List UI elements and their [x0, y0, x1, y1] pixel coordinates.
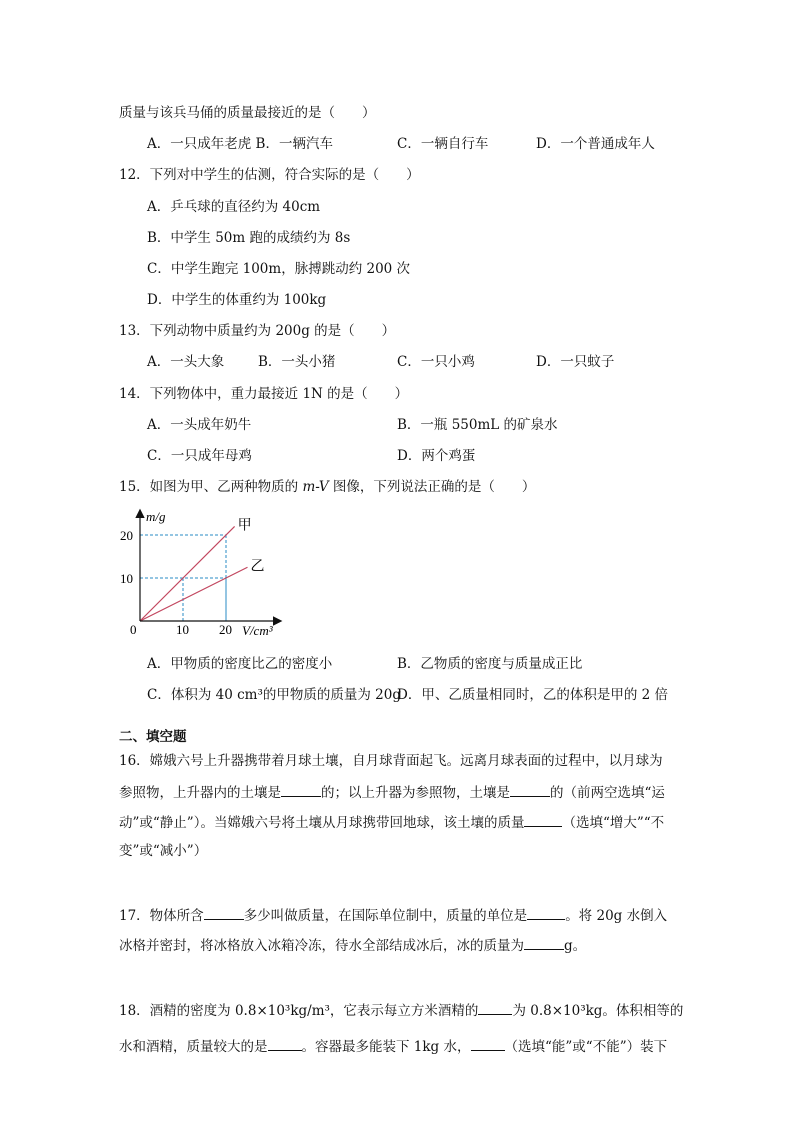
q17-line-2 — [119, 935, 586, 955]
y-tick-label: 20 — [120, 528, 133, 543]
q17-text: 冰格并密封，将冰格放入冰箱冷冻，待水全部结成冰后，冰的质量为 — [119, 938, 524, 954]
x-axis-label: V/cm³ — [242, 623, 273, 638]
q16-text: （选填“增大”“不 — [562, 815, 665, 831]
answer-blank[interactable] — [524, 935, 564, 950]
q11-stem: 质量与该兵马俑的质量最接近的是（ ） — [119, 105, 376, 121]
series-label-1: 甲 — [237, 518, 252, 534]
y-axis-label: m/g — [146, 509, 166, 524]
q12-stem: 12．下列对中学生的估测，符合实际的是（ ） — [119, 167, 420, 183]
q16-line-2 — [119, 782, 665, 802]
q14-option-c: C．一只成年母鸡 — [147, 448, 252, 464]
q17-text: 。将 20g 水倒入 — [565, 908, 668, 924]
q18-text: 为 0.8×10³kg。体积相等的 — [512, 1003, 684, 1019]
q12-option-d: D．中学生的体重约为 100kg — [147, 292, 327, 308]
origin-label: 0 — [130, 622, 137, 637]
q13-option-a: A．一头大象 — [147, 354, 225, 370]
q13-option-b: B．一头小猪 — [258, 354, 336, 370]
q18-text: 。容器最多能装下 1kg 水， — [301, 1039, 471, 1055]
q12-option-a: A．乒乓球的直径约为 40cm — [147, 199, 321, 215]
q16-line-4: 变”或“减小”） — [119, 843, 208, 859]
q15-stem-pre: 15．如图为甲、乙两种物质的 — [119, 479, 303, 495]
q18-text: 18．酒精的密度为 0.8×10³kg/m³，它表示每立方米酒精的 — [119, 1003, 479, 1019]
series-line-1 — [140, 526, 235, 621]
series-line-2 — [140, 567, 248, 621]
q14-option-d: D．两个鸡蛋 — [397, 448, 476, 464]
q14-stem: 14．下列物体中，重力最接近 1N 的是（ ） — [119, 386, 409, 402]
mv-chart — [118, 503, 298, 643]
q15-stem-post: 图像，下列说法正确的是（ ） — [328, 479, 536, 495]
q16-text: 的；以上升器为参照物，土壤是 — [321, 785, 510, 801]
q18-text: 水和酒精，质量较大的是 — [119, 1039, 268, 1055]
q18-text: （选填“能”或“不能”）装下 — [504, 1039, 668, 1055]
q13-stem: 13．下列动物中质量约为 200g 的是（ ） — [119, 323, 396, 339]
q17-text: 多少叫做质量，在国际单位制中，质量的单位是 — [243, 908, 528, 924]
chart-series — [140, 526, 248, 621]
answer-blank[interactable] — [268, 1036, 302, 1051]
q16-line-1: 16．嫦娥六号上升器携带着月球土壤，自月球背面起飞。远离月球表面的过程中，以月球为 — [119, 753, 663, 769]
series-label-2: 乙 — [250, 559, 265, 575]
answer-blank[interactable] — [478, 1000, 512, 1015]
q11-option-d: D．一个普通成年人 — [536, 136, 655, 152]
q15-option-b: B．乙物质的密度与质量成正比 — [397, 656, 583, 672]
q17-text: g。 — [564, 938, 587, 954]
q17-text: 17．物体所含 — [119, 908, 204, 924]
q15-option-c: C．体积为 40 cm³的甲物质的质量为 20g — [147, 687, 401, 703]
q11-option-ab: A．一只成年老虎 B．一辆汽车 — [147, 136, 333, 152]
answer-blank[interactable] — [204, 905, 244, 920]
x-tick-label: 10 — [176, 622, 189, 637]
answer-blank[interactable] — [281, 782, 321, 797]
x-tick-label: 20 — [219, 622, 232, 637]
q14-option-b: B．一瓶 550mL 的矿泉水 — [397, 417, 558, 433]
q17-line-1 — [119, 905, 667, 925]
section-heading: 二、填空题 — [119, 729, 187, 745]
q13-option-c: C．一只小鸡 — [397, 354, 475, 370]
chart-series-labels — [238, 517, 265, 574]
q15-option-d: D．甲、乙质量相同时，乙的体积是甲的 2 倍 — [397, 687, 668, 703]
q15-stem-var: m-V — [302, 479, 329, 495]
q16-text: 的（前两空选填“运 — [550, 785, 665, 801]
answer-blank[interactable] — [527, 905, 565, 920]
answer-blank[interactable] — [471, 1036, 505, 1051]
q15-stem — [119, 478, 535, 496]
q16-text: 参照物，上升器内的土壤是 — [119, 785, 281, 801]
q18-line-1 — [119, 1000, 683, 1020]
q15-option-a: A．甲物质的密度比乙的密度小 — [147, 656, 333, 672]
q16-line-3 — [119, 812, 664, 832]
answer-blank[interactable] — [510, 782, 550, 797]
q18-line-2 — [119, 1036, 667, 1056]
q14-option-a: A．一头成年奶牛 — [147, 417, 252, 433]
answer-blank[interactable] — [524, 812, 562, 827]
q16-text: 动”或“静止”）。当嫦娥六号将土壤从月球携带回地球，该土壤的质量 — [119, 815, 525, 831]
q12-option-c: C．中学生跑完 100m，脉搏跳动约 200 次 — [147, 261, 411, 277]
q11-option-c: C．一辆自行车 — [397, 136, 489, 152]
y-tick-label: 10 — [120, 571, 133, 586]
q12-option-b: B．中学生 50m 跑的成绩约为 8s — [147, 230, 351, 246]
q13-option-d: D．一只蚊子 — [536, 354, 615, 370]
